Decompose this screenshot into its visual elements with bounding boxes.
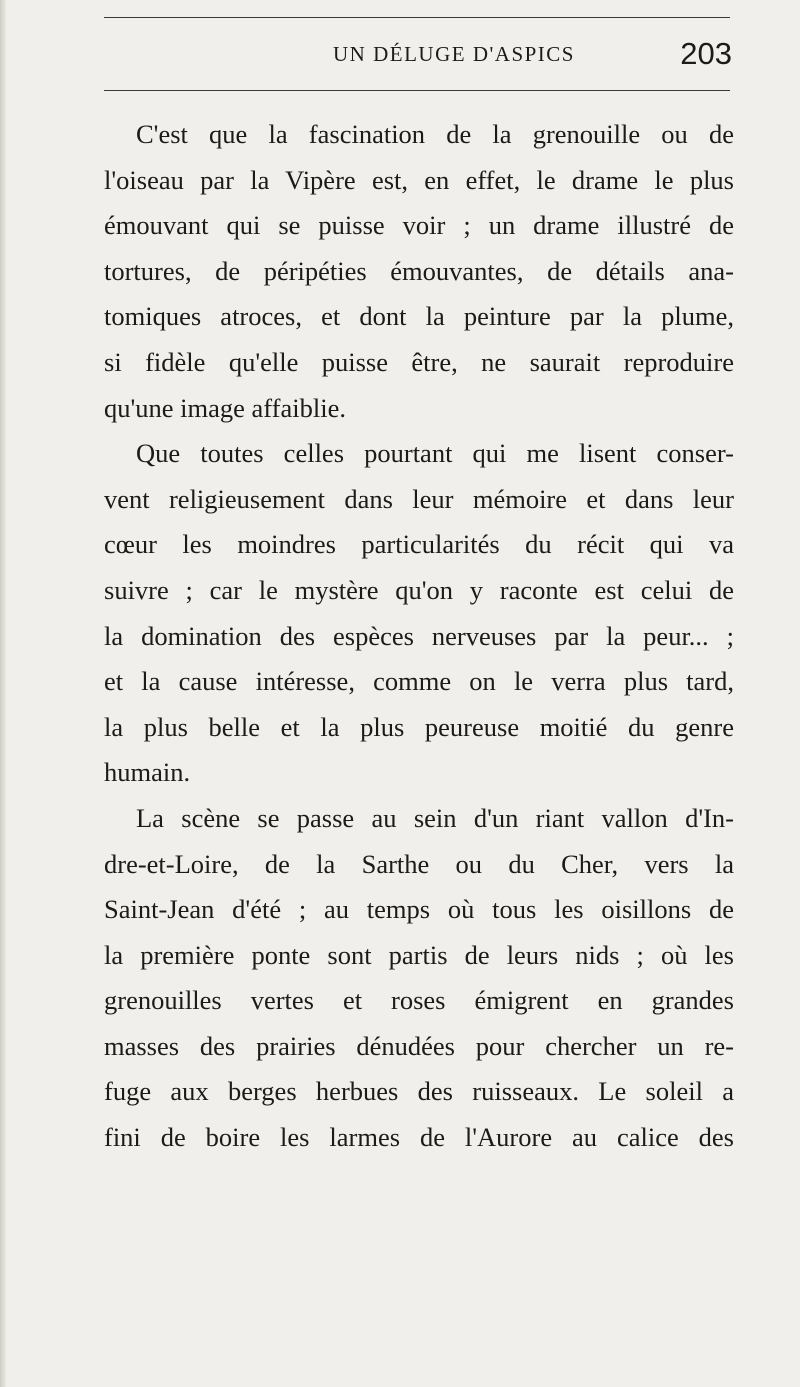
text-line: la domination des espèces nerveuses par la peur... ; (104, 620, 734, 651)
running-title: UN DÉLUGE D'ASPICS (333, 42, 575, 66)
text-line: cœur les moindres particularités du récit qui va (104, 529, 734, 560)
text-line: la plus belle et la plus peureuse moitié du genre (104, 711, 734, 742)
text-line: C'est que la fascination de la grenouille ou de (136, 119, 734, 149)
text-line: si fidèle qu'elle puisse être, ne saurait reproduire (104, 346, 734, 377)
text-line: et la cause intéresse, comme on le verra plus tard, (104, 666, 734, 697)
text-line: Saint-Jean d'été ; au temps où tous les oisillons de (104, 894, 734, 925)
text-line: l'oiseau par la Vipère est, en effet, le drame le plus (104, 164, 734, 195)
page-edge (0, 0, 6, 1387)
text-line: suivre ; car le mystère qu'on y raconte est celui de (104, 574, 734, 605)
text-line: vent religieusement dans leur mémoire et dans leur (104, 483, 734, 514)
header-rule-bottom (104, 90, 730, 91)
text-line: humain. (104, 757, 191, 788)
text-line: tomiques atroces, et dont la peinture par la plume, (104, 301, 734, 332)
text-line: grenouilles vertes et roses émigrent en grandes (104, 985, 734, 1016)
text-line: masses des prairies dénudées pour chercher un re- (104, 1030, 734, 1061)
header-rule-top (104, 17, 730, 18)
text-line: fini de boire les larmes de l'Aurore au calice des (104, 1122, 734, 1153)
body-text (104, 112, 734, 1161)
running-head (104, 34, 734, 74)
text-line: émouvant qui se puisse voir ; un drame illustré de (104, 210, 734, 241)
text-line: la première ponte sont partis de leurs nids ; où les (104, 939, 734, 970)
text-line: fuge aux berges herbues des ruisseaux. Le soleil a (104, 1076, 734, 1107)
paragraph-2 (104, 431, 734, 796)
text-line: dre-et-Loire, de la Sarthe ou du Cher, vers la (104, 848, 734, 879)
page-number: 203 (680, 36, 732, 71)
paragraph-3 (104, 796, 734, 1161)
text-line: La scène se passe au sein d'un riant vallon d'In- (136, 802, 734, 833)
paragraph-1 (104, 112, 734, 431)
text-line: Que toutes celles pourtant qui me lisent conser- (136, 438, 734, 469)
text-line: tortures, de péripéties émouvantes, de détails ana- (104, 255, 734, 286)
text-line: qu'une image affaiblie. (104, 392, 346, 423)
